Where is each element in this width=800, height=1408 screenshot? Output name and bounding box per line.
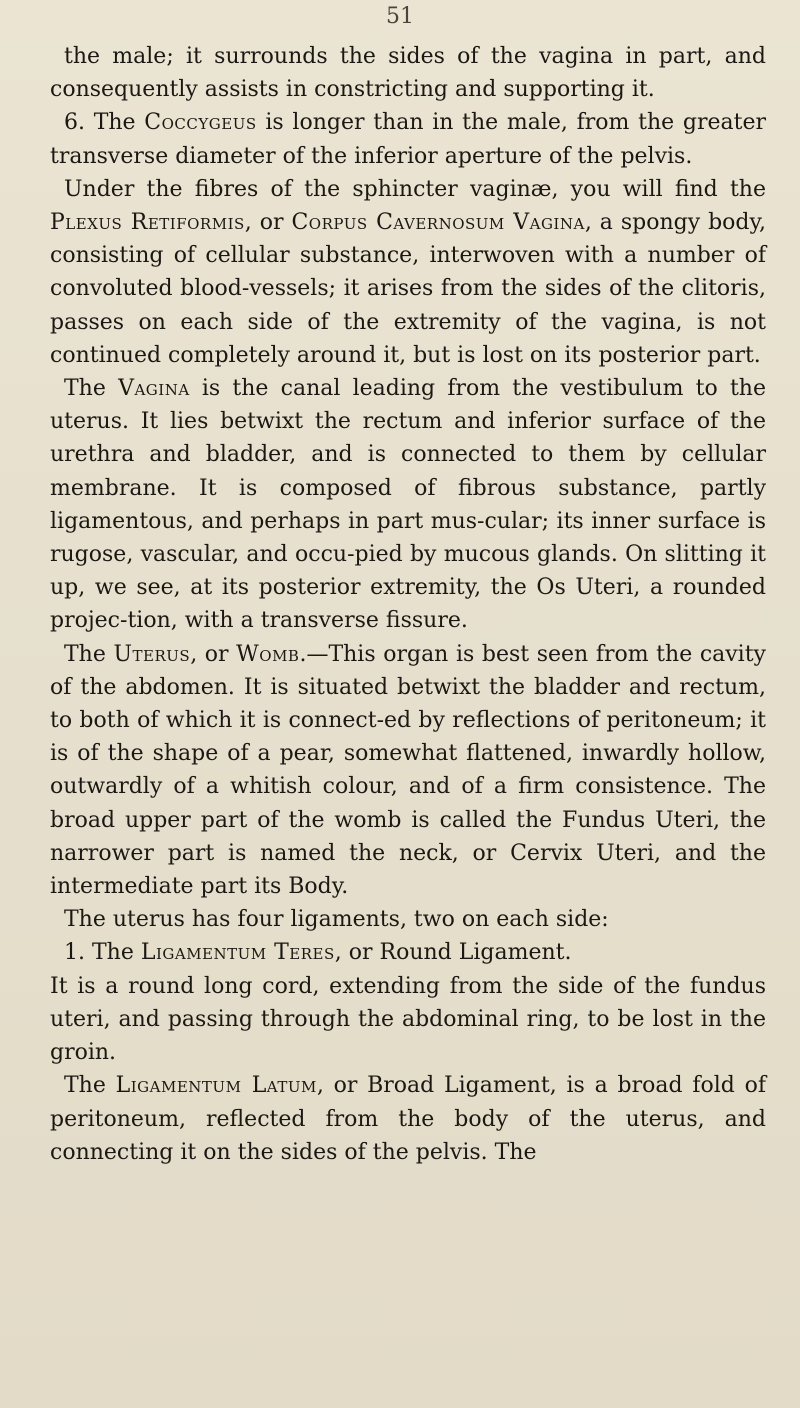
text-run: , a spongy body, consisting of cellular substance, interwoven with a number of convoluted blood-vessels; it arises from the sides of the clitoris, passes on each side of the extremity of the vagina, is not continued completely around it, but is lost on its posterior part. xyxy=(50,210,766,368)
body-text xyxy=(50,40,766,1169)
small-caps-term: Plexus Retiformis xyxy=(50,210,245,236)
text-run: , or Round Ligament. xyxy=(334,940,572,966)
paragraph-p9 xyxy=(50,1069,766,1169)
text-run: The xyxy=(64,376,119,402)
paragraph-p3 xyxy=(50,173,766,372)
paragraph-p4 xyxy=(50,372,766,638)
small-caps-term: Corpus Cavernosum Vagina xyxy=(291,210,585,236)
text-run: , or Broad Ligament, is a broad fold of peritoneum, reflected from the body of the uterus, and connecting it on the sides of the pelvis. The xyxy=(50,1073,766,1165)
text-run: The xyxy=(64,641,114,667)
text-run: is longer than in the male, from the greater transverse diameter of the inferior aperture of the pelvis. xyxy=(50,110,766,169)
paragraph-p7 xyxy=(50,936,766,969)
small-caps-term: Vagina xyxy=(118,376,190,402)
page-number: 51 xyxy=(386,4,414,29)
text-run: .—This organ is best seen from the cavity of the abdomen. It is situated betwixt the bladder and rectum, to both of which it is connect-ed by reflections of peritoneum; it is of the shape of a pear, somewhat flattened, inwardly hollow, outwardly of a whitish colour, and of a firm consistence. The broad upper part of the womb is called the Fundus Uteri, the narrower part is named the neck, or Cervix Uteri, and the intermediate part its Body. xyxy=(50,641,766,900)
small-caps-term: Uterus xyxy=(113,641,191,667)
text-run: , or xyxy=(190,641,237,667)
text-run: Under the fibres of the sphincter vaginæ, you will find the xyxy=(64,176,766,202)
text-run: The uterus has four ligaments, two on each side: xyxy=(64,907,609,933)
small-caps-term: Ligamentum Teres xyxy=(140,940,335,966)
paragraph-p8 xyxy=(50,970,766,1070)
text-run: is the canal leading from the vestibulum to the uterus. It lies betwixt the rectum and inferior surface of the urethra and bladder, and is connected to them by cellular membrane. It is composed of fibrous substance, partly ligamentous, and perhaps in part mus-cular; its inner surface is rugose, vascular, and occu-pied by mucous glands. On slitting it up, we see, at its posterior extremity, the Os Uteri, a rounded projec-tion, with a transverse fissure. xyxy=(50,376,766,634)
paragraph-p6 xyxy=(50,903,766,936)
small-caps-term: Coccygeus xyxy=(144,110,257,136)
text-run: The xyxy=(64,1073,116,1099)
small-caps-term: Womb xyxy=(236,641,300,667)
text-run: , or xyxy=(244,210,292,236)
paragraph-p5 xyxy=(50,638,766,904)
text-run: 1. The xyxy=(64,940,141,966)
paragraph-p2 xyxy=(50,106,766,172)
text-run: 6. The xyxy=(64,110,145,136)
text-run: the male; it surrounds the sides of the vagina in part, and consequently assists in constricting and supporting it. xyxy=(50,44,766,103)
small-caps-term: Ligamentum Latum xyxy=(115,1073,317,1099)
text-run: It is a round long cord, extending from the side of the fundus uteri, and passing through the abdominal ring, to be lost in the groin. xyxy=(50,973,766,1066)
paragraph-p1 xyxy=(50,40,766,106)
